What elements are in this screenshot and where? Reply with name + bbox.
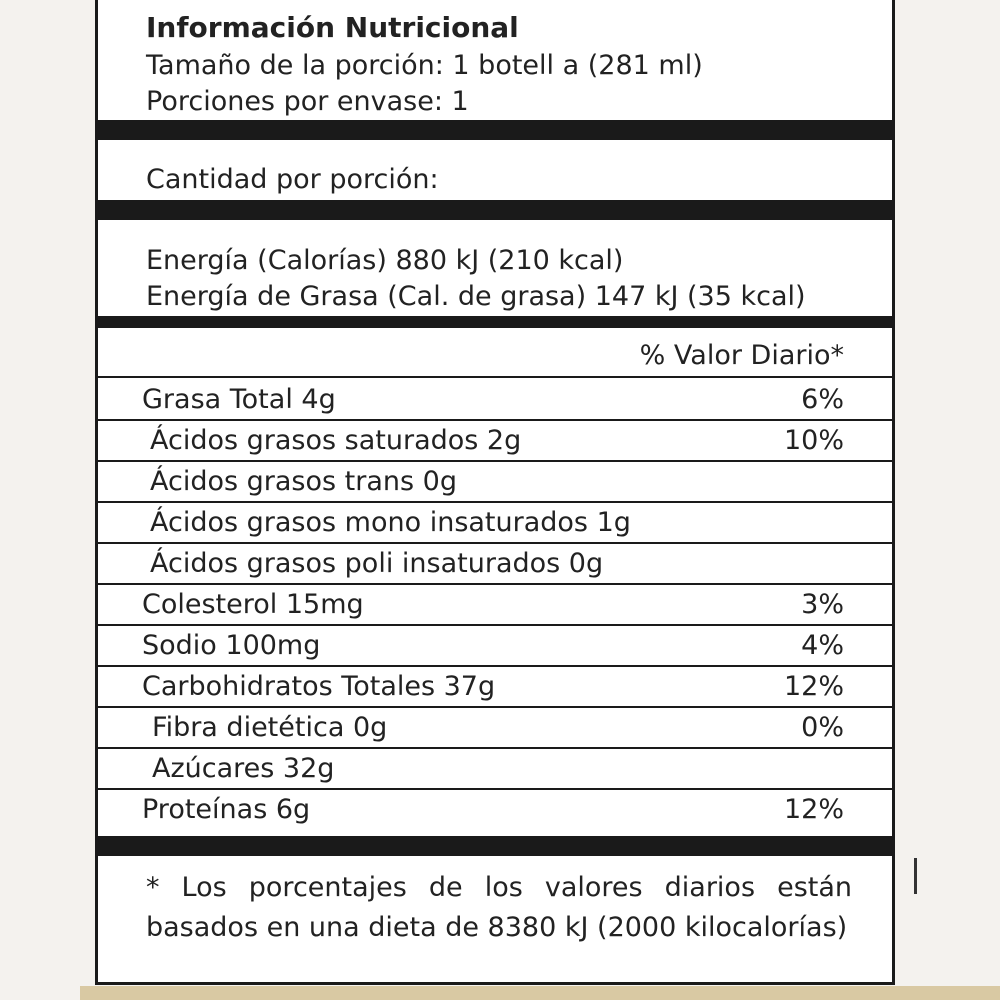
- thick-divider: [98, 316, 892, 328]
- nutrient-label: Colesterol 15mg: [142, 589, 364, 620]
- nutrient-label: Proteínas 6g: [142, 794, 311, 825]
- nutrient-percent: 12%: [783, 671, 844, 702]
- nutrient-label: Ácidos grasos trans 0g: [150, 466, 457, 497]
- nutrient-label: Sodio 100mg: [142, 630, 321, 661]
- thin-divider: [98, 419, 892, 421]
- thin-divider: [98, 747, 892, 749]
- thin-divider: [98, 706, 892, 708]
- nutrient-percent: 12%: [783, 794, 844, 825]
- servings-per-container: Porciones por envase: 1: [146, 86, 469, 117]
- side-mark: [914, 858, 917, 894]
- amount-per-serving: Cantidad por porción:: [146, 164, 439, 195]
- thin-divider: [98, 376, 892, 378]
- background-strip: [80, 986, 1000, 1000]
- nutrient-percent: 0%: [801, 712, 844, 743]
- nutrient-label: Azúcares 32g: [152, 753, 335, 784]
- daily-value-header: % Valor Diario*: [639, 340, 844, 371]
- thin-divider: [98, 788, 892, 790]
- thick-divider: [98, 836, 892, 856]
- thin-divider: [98, 501, 892, 503]
- nutrient-percent: 10%: [783, 425, 844, 456]
- nutrient-label: Carbohidratos Totales 37g: [142, 671, 496, 702]
- thick-divider: [98, 200, 892, 220]
- nutrition-facts-label: [95, 0, 895, 985]
- thin-divider: [98, 665, 892, 667]
- label-title: Información Nutricional: [146, 11, 519, 44]
- nutrient-percent: 6%: [801, 384, 844, 415]
- energy-calories: Energía (Calorías) 880 kJ (210 kcal): [146, 245, 624, 276]
- thin-divider: [98, 583, 892, 585]
- footnote: * Los porcentajes de los valores diarios están basados en una dieta de 8380 kJ (2000 kilocalorías): [146, 872, 852, 943]
- nutrient-label: Ácidos grasos saturados 2g: [150, 425, 522, 456]
- thin-divider: [98, 460, 892, 462]
- energy-fat-calories: Energía de Grasa (Cal. de grasa) 147 kJ (35 kcal): [146, 281, 806, 312]
- nutrient-label: Ácidos grasos poli insaturados 0g: [150, 548, 604, 579]
- nutrient-label: Fibra dietética 0g: [152, 712, 388, 743]
- thin-divider: [98, 542, 892, 544]
- nutrient-percent: 4%: [801, 630, 844, 661]
- nutrient-label: Ácidos grasos mono insaturados 1g: [150, 507, 631, 538]
- nutrient-label: Grasa Total 4g: [142, 384, 336, 415]
- nutrient-percent: 3%: [801, 589, 844, 620]
- thin-divider: [98, 624, 892, 626]
- serving-size: Tamaño de la porción: 1 botell a (281 ml): [146, 50, 703, 81]
- thick-divider: [98, 120, 892, 140]
